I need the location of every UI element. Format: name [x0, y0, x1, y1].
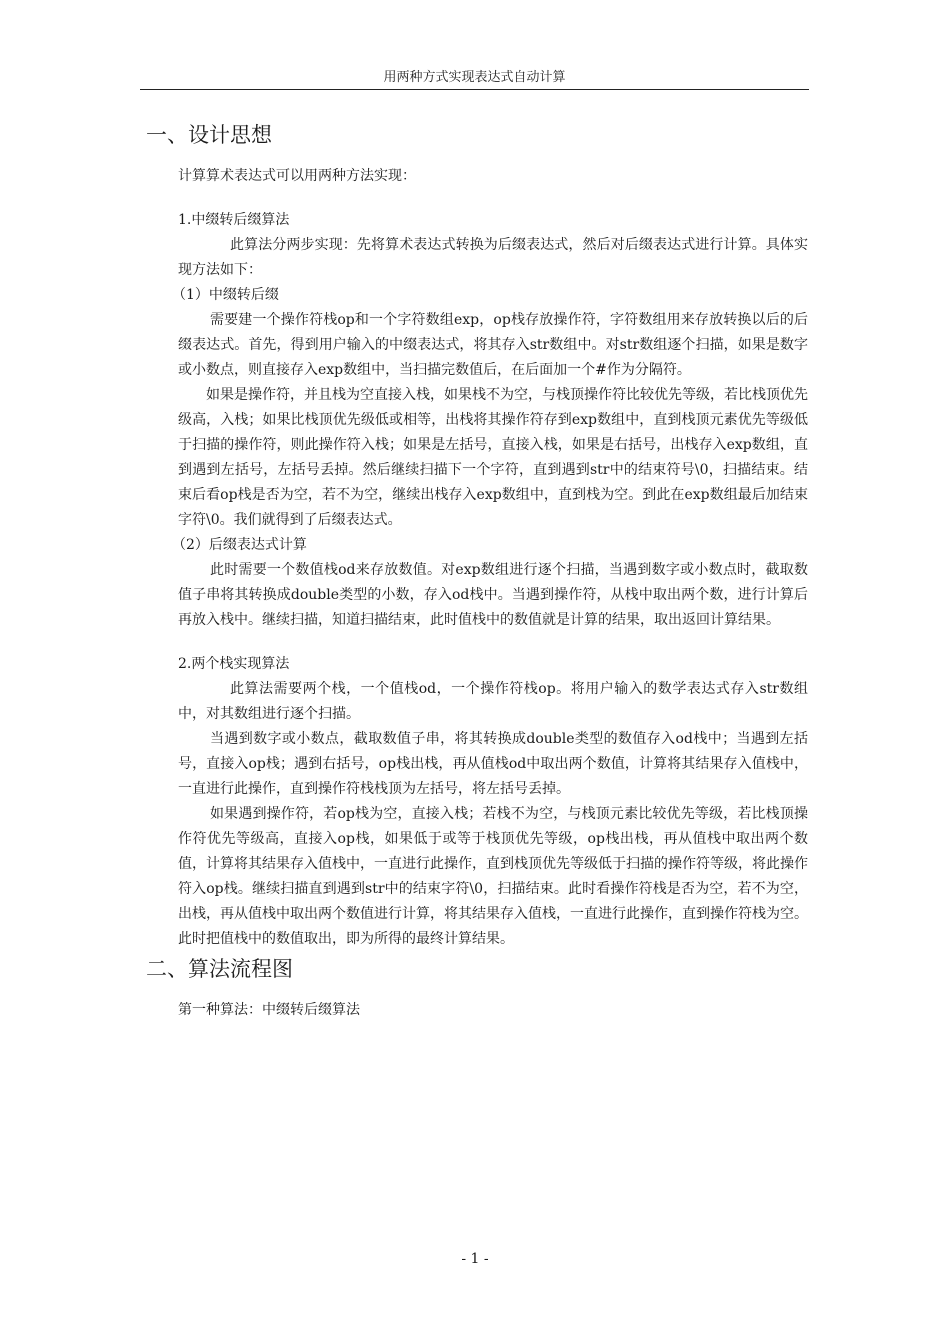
step1-title: （1）中缀转后缀 [172, 287, 279, 303]
step1-paragraph-2: 如果是操作符，并且栈为空直接入栈，如果栈不为空，与栈顶操作符比较优先等级，若比栈顶优先级高，入栈；如果比栈顶优先级低或相等，出栈将其操作符存到exp数组中，直到栈顶元素优先等级低于扫描的操作符，则此操作符入栈；如果是左括号，直接入栈，如果是右括号，出栈存入exp数组，直到遇到左括号，左括号丢掉。然后继续扫描下一个字符，直到遇到str中的结束符号\0，扫描结束。结束后看op栈是否为空，若不为空，继续出栈存入exp数组中，直到栈为空。到此在exp数组最后加结束字符\0。我们就得到了后缀表达式。 [178, 387, 808, 528]
section-intro: 计算算术表达式可以用两种方法实现： [178, 168, 416, 184]
step1-paragraph-1: 需要建一个操作符栈op和一个字符数组exp，op栈存放操作符，字符数组用来存放转换以后的后缀表达式。首先，得到用户输入的中缀表达式，将其存入str数组中。对str数组逐个扫描，如果是数字或小数点，则直接存入exp数组中，当扫描完数值后，在后面加一个#作为分隔符。 [178, 312, 808, 378]
step2-paragraph-1: 此时需要一个数值栈od来存放数值。对exp数组进行逐个扫描，当遇到数字或小数点时，截取数值子串将其转换成double类型的小数，存入od栈中。当遇到操作符，从栈中取出两个数，进行计算后再放入栈中。继续扫描，知道扫描结束，此时值栈中的数值就是计算的结果，取出返回计算结果。 [178, 562, 808, 628]
method1-overview: 此算法分两步实现：先将算术表达式转换为后缀表达式，然后对后缀表达式进行计算。具体实现方法如下： [178, 237, 808, 278]
method2-paragraph-3: 如果遇到操作符，若op栈为空，直接入栈；若栈不为空，与栈顶元素比较优先等级，若比栈顶操作符优先等级高，直接入op栈，如果低于或等于栈顶优先等级，op栈出栈，再从值栈中取出两个数值，计算将其结果存入值栈中，一直进行此操作，直到栈顶优先等级低于扫描的操作符等级，将此操作符入op栈。继续扫描直到遇到str中的结束字符\0，扫描结束。此时看操作符栈是否为空，若不为空，出栈，再从值栈中取出两个数值进行计算，将其结果存入值栈，一直进行此操作，直到操作符栈为空。此时把值栈中的数值取出，即为所得的最终计算结果。 [178, 806, 808, 947]
page-body [146, 118, 808, 1023]
section-heading-flowchart: 二、算法流程图 [146, 957, 293, 981]
page-number: - 1 - [461, 1251, 489, 1267]
method2-paragraph-1: 此算法需要两个栈，一个值栈od，一个操作符栈op。将用户输入的数学表达式存入str数组中，对其数组进行逐个扫描。 [178, 681, 808, 722]
method2-paragraph-2: 当遇到数字或小数点，截取数值子串，将其转换成double类型的数值存入od栈中；当遇到左括号，直接入op栈；遇到右括号，op栈出栈，再从值栈od中取出两个数值，计算将其结果存入值栈中，一直进行此操作，直到操作符栈栈顶为左括号，将左括号丢掉。 [178, 731, 808, 797]
step2-title: （2）后缀表达式计算 [172, 537, 307, 553]
section-heading-design: 一、设计思想 [146, 123, 272, 147]
method2-title: 2.两个栈实现算法 [178, 656, 290, 672]
first-algorithm-label: 第一种算法：中缀转后缀算法 [178, 1002, 360, 1018]
running-header: 用两种方式实现表达式自动计算 [383, 70, 566, 85]
method1-title: 1.中缀转后缀算法 [178, 212, 290, 228]
header-rule [140, 89, 809, 90]
